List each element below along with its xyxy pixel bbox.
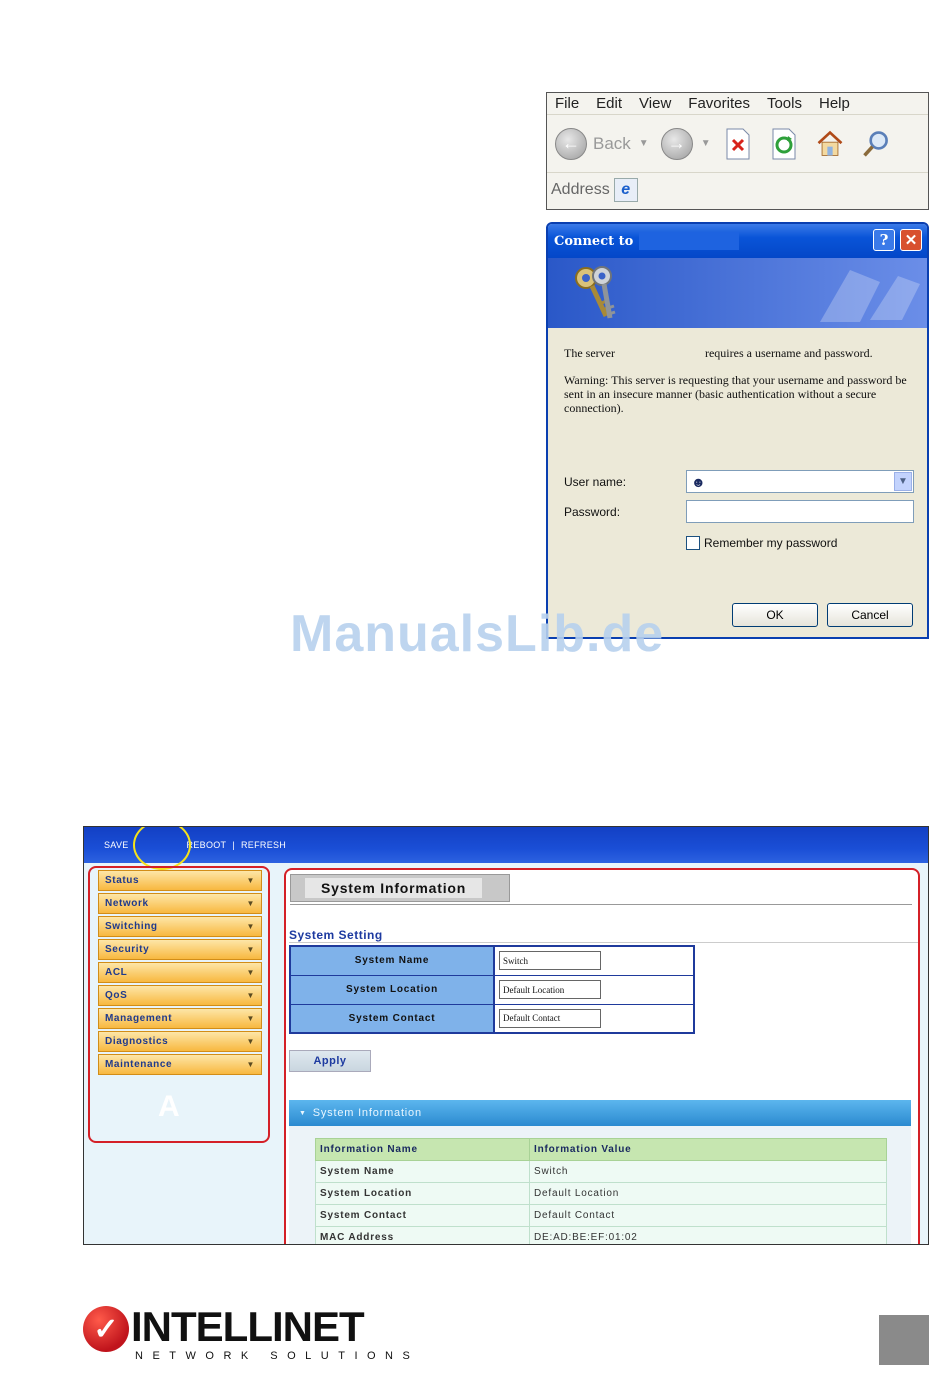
sidebar-item-qos[interactable]: QoS ▼ [98,985,262,1006]
column-header: Information Value [530,1139,887,1161]
info-value: Default Location [530,1183,887,1205]
menu-tools[interactable]: Tools [766,95,802,112]
stop-icon[interactable] [723,127,753,161]
content-callout [284,868,920,1245]
page-number-box [879,1315,929,1365]
menu-help[interactable]: Help [819,95,850,112]
back-button-label[interactable]: Back [593,133,631,153]
watermark: ManualsLib.de [290,605,665,663]
table-row [290,975,694,1004]
info-name: System Contact [316,1205,530,1227]
topbar-separator: | [232,840,235,850]
table-row [290,946,694,975]
system-information-header[interactable] [289,1100,911,1126]
chevron-down-icon: ▼ [246,876,255,885]
system-name-input[interactable]: Switch [499,951,601,970]
dialog-banner [548,258,927,328]
tab-divider [290,904,912,905]
chevron-down-icon: ▼ [246,1037,255,1046]
address-label: Address [551,181,610,198]
system-information-title: System Information [312,1107,422,1119]
browser-window [546,92,929,210]
ok-button[interactable]: OK [732,603,818,627]
menu-edit[interactable]: Edit [596,95,623,112]
sidebar-item-network[interactable]: Network ▼ [98,893,262,914]
dialog-title-server-redacted [639,232,739,250]
table-row [290,1004,694,1033]
password-field[interactable] [686,500,914,523]
home-icon[interactable] [815,127,845,161]
remember-checkbox[interactable] [686,536,700,550]
chevron-down-icon: ▼ [246,945,255,954]
username-row [564,470,914,493]
dialog-titlebar [548,224,927,258]
keys-icon [548,258,927,328]
sidebar-item-management[interactable]: Management ▼ [98,1008,262,1029]
ie-page-icon: e [614,178,638,202]
back-arrow-icon[interactable]: ← [555,128,587,160]
setting-label: System Contact [290,1004,494,1033]
save-link[interactable]: SAVE [104,840,129,850]
back-dropdown-icon[interactable]: ▼ [638,138,649,149]
menu-file[interactable]: File [555,95,580,112]
forward-dropdown-icon[interactable]: ▼ [700,138,711,149]
remember-label[interactable]: Remember my password [704,536,838,550]
sidebar-callout-letter: A [158,1090,180,1123]
password-label: Password: [564,504,621,519]
table-row [316,1183,887,1205]
page-title: System Information [305,878,482,898]
info-name: System Location [316,1183,530,1205]
user-icon: ☻ [691,473,706,490]
setting-label: System Location [290,975,494,1004]
brand-name: INTELLINET [131,1303,364,1350]
brand-tagline: NETWORK SOLUTIONS [135,1350,420,1362]
table-row [316,1161,887,1183]
dialog-body [548,328,927,415]
table-row [316,1205,887,1227]
search-icon[interactable] [861,127,891,161]
highlight-circle [133,826,191,870]
checkmark-logo-icon: ✓ [83,1306,129,1352]
section-divider [289,942,919,943]
info-value: DE:AD:BE:EF:01:02 [530,1227,887,1246]
menu-favorites[interactable]: Favorites [688,95,750,112]
brand-logo [83,1303,420,1362]
info-name: System Name [316,1161,530,1183]
menu-view[interactable]: View [639,95,672,112]
close-icon[interactable]: ✕ [900,229,922,251]
reboot-link[interactable]: REBOOT [186,840,227,850]
username-combo[interactable] [686,470,914,493]
table-row [316,1227,887,1246]
system-information-panel [289,1126,911,1245]
sidebar-item-diagnostics[interactable]: Diagnostics ▼ [98,1031,262,1052]
info-name: MAC Address [316,1227,530,1246]
system-information-table [315,1138,887,1245]
table-header-row [316,1139,887,1161]
system-contact-input[interactable]: Default Contact [499,1009,601,1028]
forward-arrow-icon[interactable]: → [661,128,693,160]
server-message-suffix: requires a username and password. [704,346,873,360]
apply-button[interactable]: Apply [289,1050,371,1072]
help-icon[interactable]: ? [873,229,895,251]
sidebar-callout [88,866,270,1143]
remember-row [686,536,837,550]
info-value: Default Contact [530,1205,887,1227]
system-setting-title: System Setting [289,928,383,942]
switch-web-ui [83,826,929,1245]
chevron-down-icon: ▼ [299,1109,307,1117]
password-row [564,500,914,523]
chevron-down-icon: ▼ [246,899,255,908]
refresh-link[interactable]: REFRESH [241,840,287,850]
chevron-down-icon: ▼ [246,968,255,977]
sidebar-item-maintenance[interactable]: Maintenance ▼ [98,1054,262,1075]
warning-message: Warning: This server is requesting that your username and password be sent in an insecure manner (basic authentication without a secure connection). [564,373,907,415]
chevron-down-icon: ▼ [246,991,255,1000]
system-setting-table [289,945,695,1034]
system-location-input[interactable]: Default Location [499,980,601,999]
server-message [564,346,911,360]
sidebar-item-acl[interactable]: ACL ▼ [98,962,262,983]
sidebar-item-switching[interactable]: Switching ▼ [98,916,262,937]
chevron-down-icon[interactable]: ▼ [894,472,912,491]
browser-toolbar [547,115,928,173]
chevron-down-icon: ▼ [246,1014,255,1023]
server-message-prefix: The server [564,346,615,360]
web-topbar [84,827,928,863]
column-header: Information Name [316,1139,530,1161]
cancel-button[interactable]: Cancel [827,603,913,627]
page-title-tab [290,874,510,902]
setting-label: System Name [290,946,494,975]
chevron-down-icon: ▼ [246,1060,255,1069]
address-bar [547,173,928,207]
sidebar-item-status[interactable]: Status ▼ [98,870,262,891]
connect-dialog [546,222,929,639]
sidebar-item-security[interactable]: Security ▼ [98,939,262,960]
refresh-icon[interactable] [769,127,799,161]
info-value: Switch [530,1161,887,1183]
chevron-down-icon: ▼ [246,922,255,931]
username-label: User name: [564,474,627,489]
browser-menubar [547,93,928,115]
dialog-title: Connect to [554,233,634,249]
